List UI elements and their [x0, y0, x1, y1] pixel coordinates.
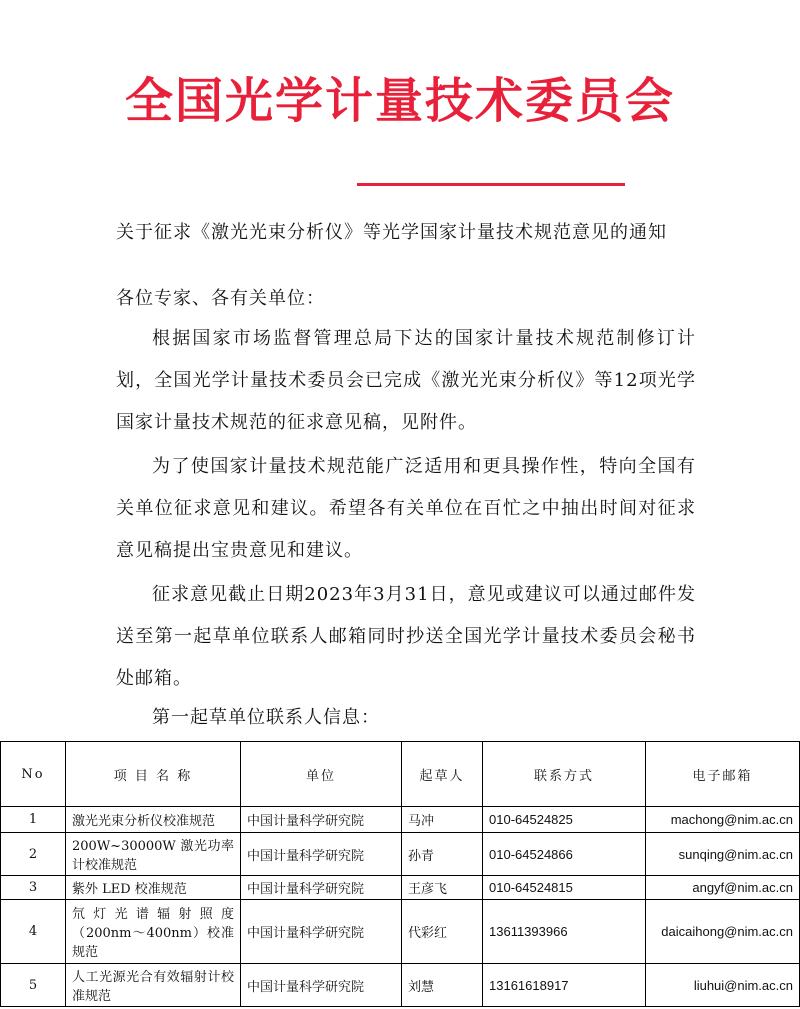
row-project: 紫外 LED 校准规范: [66, 876, 241, 900]
row-drafter: 王彦飞: [402, 876, 483, 900]
row-unit: 中国计量科学研究院: [241, 807, 402, 833]
table-row: [1, 807, 800, 833]
table-row: [1, 876, 800, 900]
contact-table: [0, 741, 800, 1007]
table-row: [1, 964, 800, 1007]
header-divider: [357, 183, 625, 186]
row-drafter: 孙青: [402, 833, 483, 876]
row-email[interactable]: daicaihong@nim.ac.cn: [646, 900, 800, 964]
row-no: 1: [1, 807, 66, 833]
row-phone: 010-64524815: [483, 876, 646, 900]
row-phone: 13611393966: [483, 900, 646, 964]
row-project: 氘灯光谱辐射照度（200nm～400nm）校准规范: [66, 900, 241, 964]
row-no: 4: [1, 900, 66, 964]
row-unit: 中国计量科学研究院: [241, 900, 402, 964]
salutation: 各位专家、各有关单位：: [116, 288, 325, 309]
row-email[interactable]: sunqing@nim.ac.cn: [646, 833, 800, 876]
row-email[interactable]: liuhui@nim.ac.cn: [646, 964, 800, 1007]
row-phone: 010-64524825: [483, 807, 646, 833]
row-phone: 010-64524866: [483, 833, 646, 876]
table-row: [1, 900, 800, 964]
row-phone: 13161618917: [483, 964, 646, 1007]
row-drafter: 马冲: [402, 807, 483, 833]
row-drafter: 刘慧: [402, 964, 483, 1007]
table-header-row: [1, 742, 800, 807]
row-no: 2: [1, 833, 66, 876]
row-drafter: 代彩红: [402, 900, 483, 964]
row-no: 5: [1, 964, 66, 1007]
paragraph-3: 征求意见截止日期2023年3月31日，意见或建议可以通过邮件发送至第一起草单位联系人邮箱同时抄送全国光学计量技术委员会秘书处邮箱。: [116, 584, 696, 689]
paragraph-1: 根据国家市场监督管理总局下达的国家计量技术规范制修订计划，全国光学计量技术委员会已完成《激光光束分析仪》等12项光学国家计量技术规范的征求意见稿，见附件。: [116, 328, 696, 433]
row-project: 200W~30000W 激光功率计校准规范: [66, 833, 241, 876]
paragraph-2: 为了使国家计量技术规范能广泛适用和更具操作性，特向全国有关单位征求意见和建议。希望各有关单位在百忙之中抽出时间对征求意见稿提出宝贵意见和建议。: [116, 456, 696, 561]
contact-heading: 第一起草单位联系人信息：: [152, 707, 380, 728]
notice-title: 关于征求《激光光束分析仪》等光学国家计量技术规范意见的通知: [116, 222, 667, 243]
header-project: 项 目 名 称: [66, 742, 241, 807]
row-unit: 中国计量科学研究院: [241, 833, 402, 876]
organization-title: 全国光学计量技术委员会: [124, 73, 675, 129]
row-email[interactable]: angyf@nim.ac.cn: [646, 876, 800, 900]
row-project: 人工光源光合有效辐射计校准规范: [66, 964, 241, 1007]
header-contact: 联系方式: [483, 742, 646, 807]
row-no: 3: [1, 876, 66, 900]
header-no: No: [1, 742, 66, 807]
row-unit: 中国计量科学研究院: [241, 876, 402, 900]
row-unit: 中国计量科学研究院: [241, 964, 402, 1007]
table-row: [1, 833, 800, 876]
row-project: 激光光束分析仪校准规范: [66, 807, 241, 833]
header-drafter: 起草人: [402, 742, 483, 807]
header-email: 电子邮箱: [646, 742, 800, 807]
header-unit: 单位: [241, 742, 402, 807]
row-email[interactable]: machong@nim.ac.cn: [646, 807, 800, 833]
